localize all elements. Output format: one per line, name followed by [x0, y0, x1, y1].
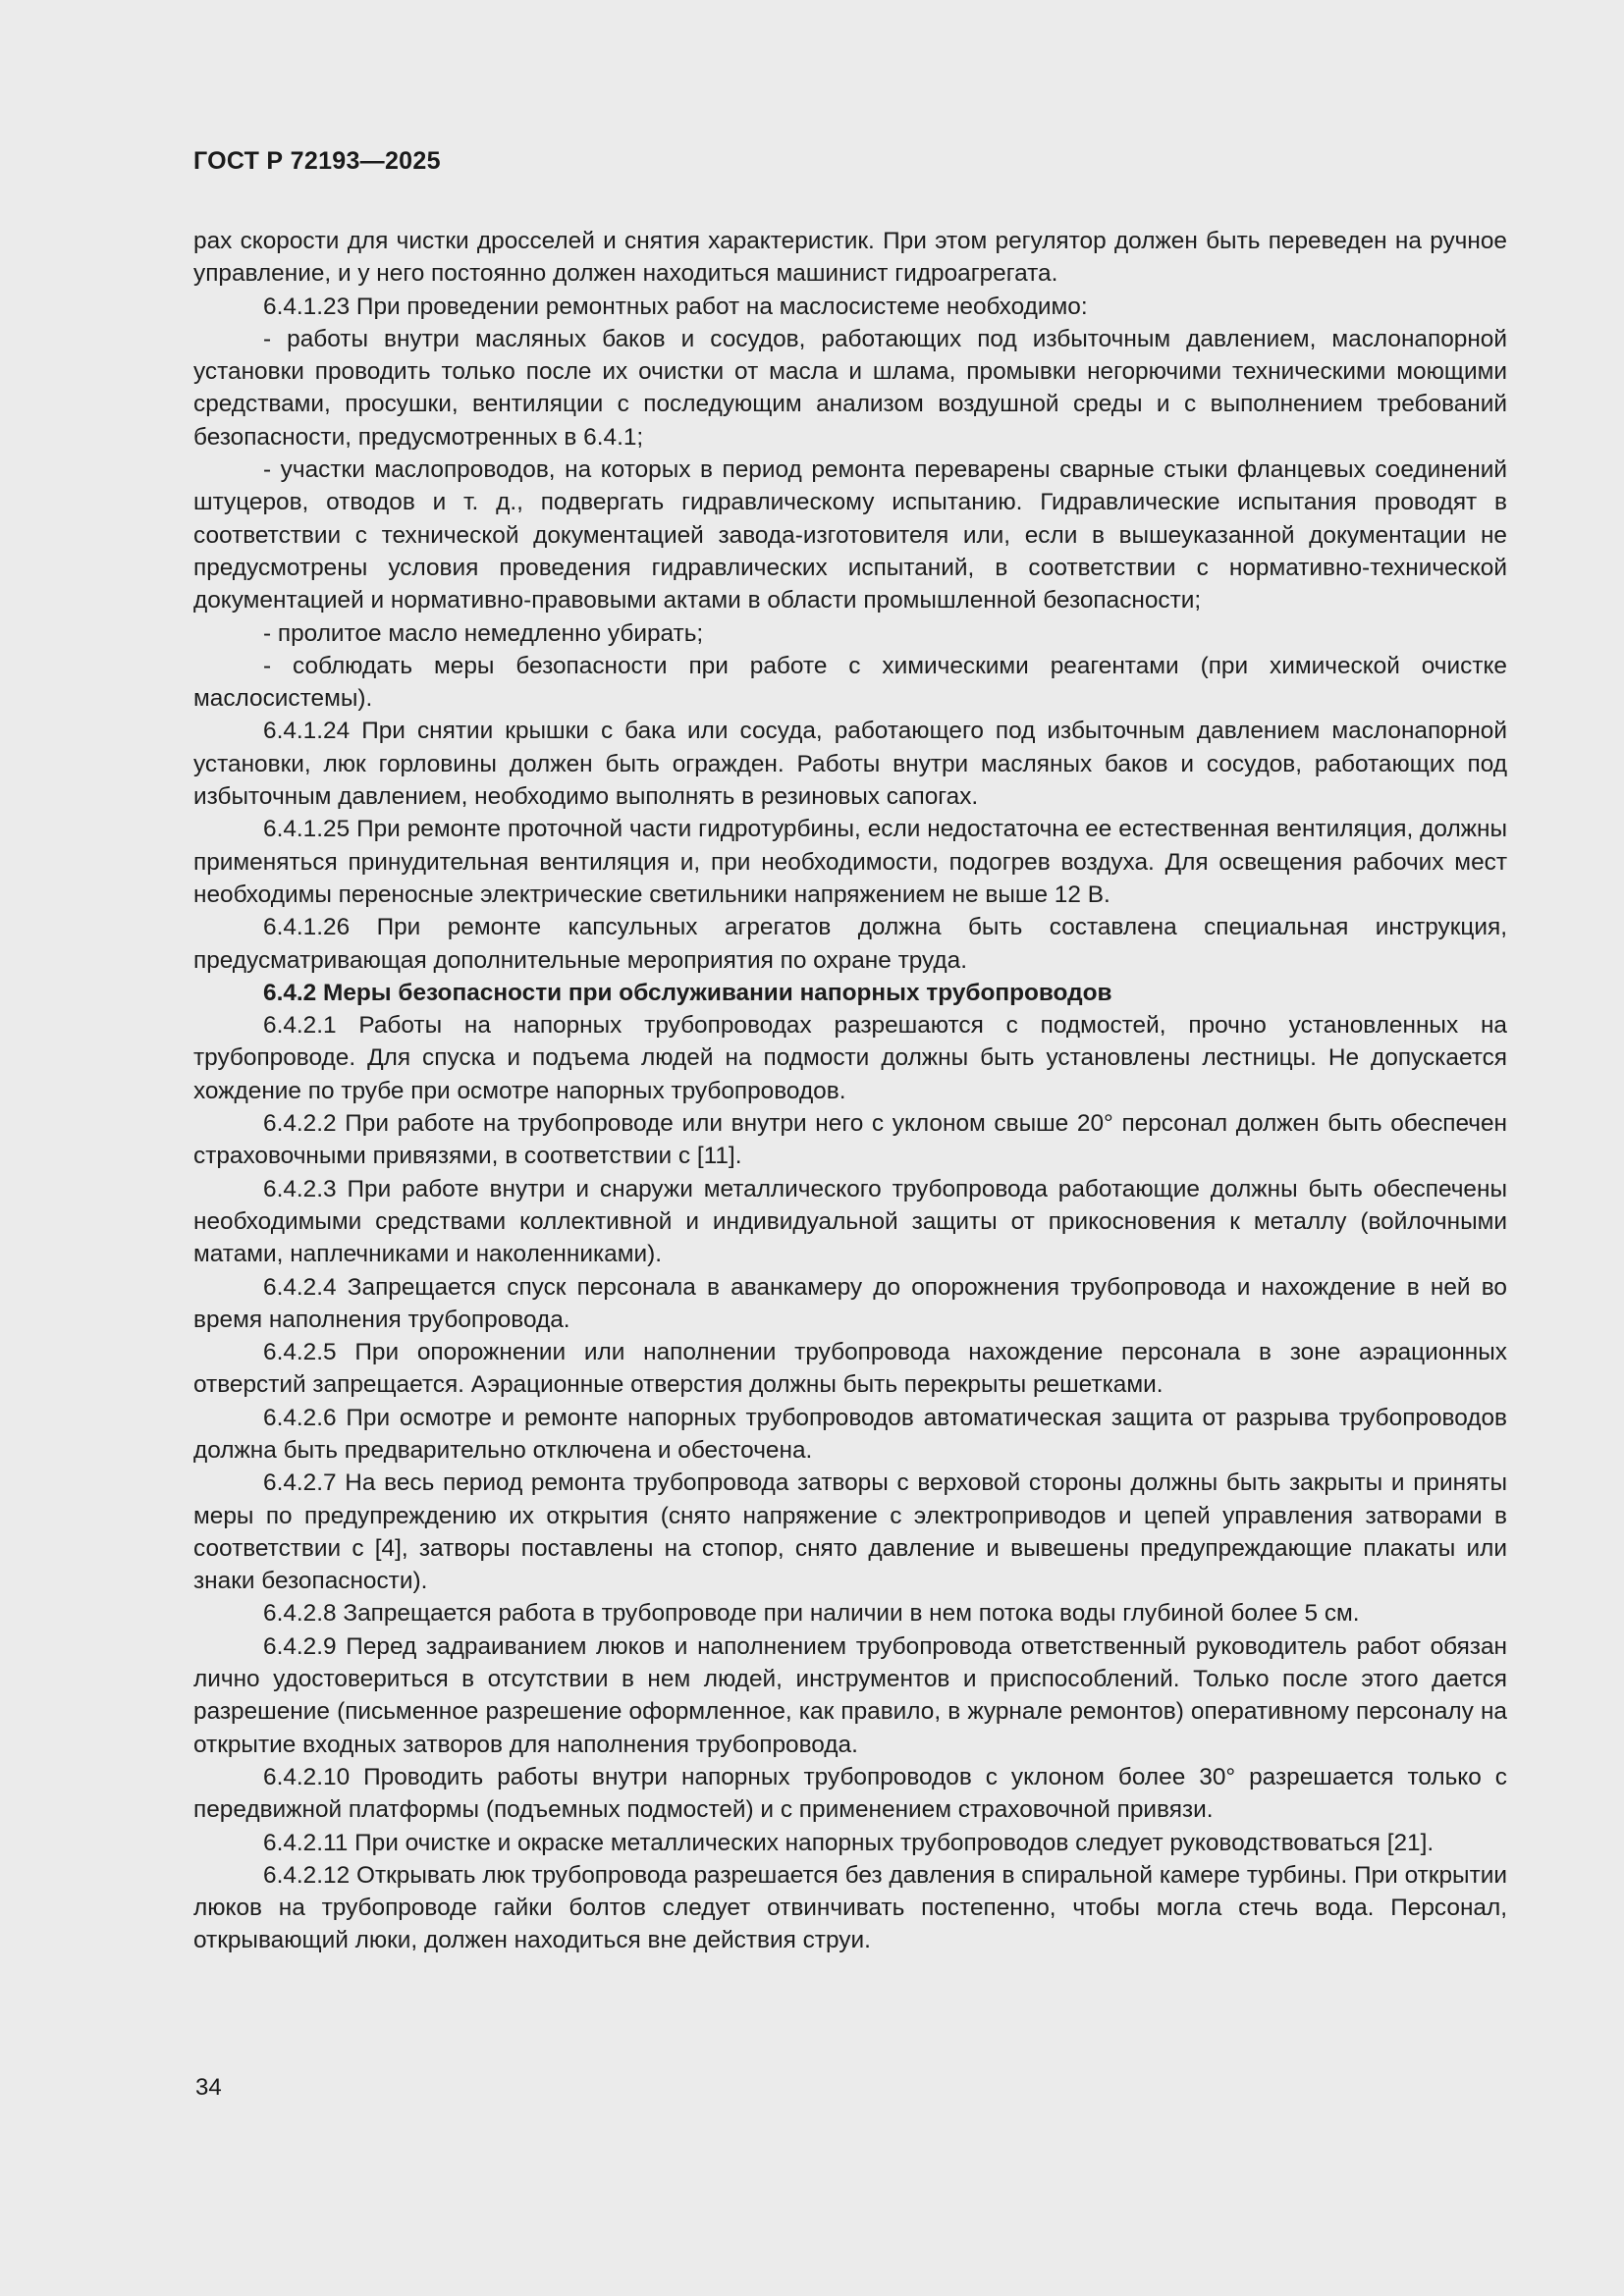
- page-number: 34: [195, 2074, 222, 2101]
- paragraph-6-4-2-6: 6.4.2.6 При осмотре и ремонте напорных трубопроводов автоматическая защита от разрыва трубопроводов должна быть предварительно отключена и обесточена.: [193, 1404, 1507, 1464]
- paragraph-6-4-2-9: 6.4.2.9 Перед задраиванием люков и наполнением трубопровода ответственный руководитель работ обязан лично удостовериться в отсутствии в нем людей, инструментов и приспособлений. Только после этого дается разрешение (письменное разрешение оформленное, как правило, в журнале ремонтов) оперативному персоналу на открытие входных затворов для наполнения трубопровода.: [193, 1632, 1507, 1758]
- paragraph-6-4-1-26: 6.4.1.26 При ремонте капсульных агрегатов должна быть составлена специальная инструкция, предусматривающая дополнительные мероприятия по охране труда.: [193, 914, 1507, 974]
- paragraph-6-4-2-5: 6.4.2.5 При опорожнении или наполнении трубопровода нахождение персонала в зоне аэрационных отверстий запрещается. Аэрационные отверстия должны быть перекрыты решетками.: [193, 1339, 1507, 1399]
- paragraph-6-4-2-2: 6.4.2.2 При работе на трубопроводе или внутри него с уклоном свыше 20° персонал должен быть обеспечен страховочными привязями, в соответствии с [11].: [193, 1110, 1507, 1170]
- list-item-oil-tanks: - работы внутри масляных баков и сосудов, работающих под избыточным давлением, маслонапорной установки проводить только после их очистки от масла и шлама, промывки негорючими техническими моющими средствами, просушки, вентиляции с последующим анализом воздушной среды и с выполнением требований безопасности, предусмотренных в 6.4.1;: [193, 325, 1507, 451]
- paragraph-6-4-2-3: 6.4.2.3 При работе внутри и снаружи металлического трубопровода работающие должны быть обеспечены необходимыми средствами коллективной и индивидуальной защиты от прикосновения к металлу (войлочными матами, наплечниками и наколенниками).: [193, 1175, 1507, 1268]
- paragraph-6-4-2-8: 6.4.2.8 Запрещается работа в трубопроводе при наличии в нем потока воды глубиной более 5 см.: [263, 1600, 1360, 1628]
- document-header: ГОСТ Р 72193—2025: [193, 147, 441, 175]
- paragraph-6-4-2-1: 6.4.2.1 Работы на напорных трубопроводах разрешаются с подмостей, прочно установленных на трубопроводе. Для спуска и подъема людей на подмости должны быть установлены лестницы. Не допускается хождение по трубе при осмотре напорных трубопроводов.: [193, 1012, 1507, 1104]
- paragraph-6-4-2-11: 6.4.2.11 При очистке и окраске металлических напорных трубопроводов следует руководствоваться [21].: [263, 1829, 1435, 1856]
- paragraph-6-4-2-7: 6.4.2.7 На весь период ремонта трубопровода затворы с верховой стороны должны быть закрыты и приняты меры по предупреждению их открытия (снято напряжение с электроприводов и цепей управления затворами в соответствии с [4], затворы поставлены на стопор, снято давление и вывешены предупреждающие плакаты или знаки безопасности).: [193, 1469, 1507, 1595]
- list-item-chemical-reagents: - соблюдать меры безопасности при работе с химическими реагентами (при химической очистке маслосистемы).: [193, 652, 1507, 713]
- paragraph-6-4-2-12: 6.4.2.12 Открывать люк трубопровода разрешается без давления в спиральной камере турбины. При открытии люков на трубопроводе гайки болтов следует отвинчивать постепенно, чтобы могла стечь вода. Персонал, открывающий люки, должен находиться вне действия струи.: [193, 1861, 1507, 1954]
- paragraph-6-4-2-10: 6.4.2.10 Проводить работы внутри напорных трубопроводов с уклоном более 30° разрешается только с передвижной платформы (подъемных подмостей) и с применением страховочной привязи.: [193, 1763, 1507, 1824]
- paragraph-6-4-1-23: 6.4.1.23 При проведении ремонтных работ на маслосистеме необходимо:: [263, 293, 1088, 320]
- paragraph-6-4-2-4: 6.4.2.4 Запрещается спуск персонала в аванкамеру до опорожнения трубопровода и нахождение в ней во время наполнения трубопровода.: [193, 1273, 1507, 1333]
- list-item-spilled-oil: - пролитое масло немедленно убирать;: [263, 619, 704, 647]
- paragraph-6-4-1-24: 6.4.1.24 При снятии крышки с бака или сосуда, работающего под избыточным давлением маслонапорной установки, люк горловины должен быть огражден. Работы внутри масляных баков и сосудов, работающих под избыточным давлением, необходимо выполнять в резиновых сапогах.: [193, 718, 1507, 811]
- list-item-oil-pipelines: - участки маслопроводов, на которых в период ремонта переварены сварные стыки фланцевых соединений штуцеров, отводов и т. д., подвергать гидравлическому испытанию. Гидравлические испытания проводят в соответствии с технической документацией завода-изготовителя или, если в вышеуказанной документации не предусмотрены условия проведения гидравлических испытаний, в соответствии с нормативно-технической документацией и нормативно-правовыми актами в области промышленной безопасности;: [193, 456, 1507, 614]
- paragraph-6-4-1-25: 6.4.1.25 При ремонте проточной части гидротурбины, если недостаточна ее естественная вентиляция, должны применяться принудительная вентиляция и, при необходимости, подогрев воздуха. Для освещения рабочих мест необходимы переносные электрические светильники напряжением не выше 12 В.: [193, 816, 1507, 908]
- document-body: [193, 225, 1507, 1957]
- paragraph-continuation: рах скорости для чистки дросселей и снятия характеристик. При этом регулятор должен быть переведен на ручное управление, и у него постоянно должен находиться машинист гидроагрегата.: [193, 228, 1507, 288]
- section-heading-6-4-2: 6.4.2 Меры безопасности при обслуживании напорных трубопроводов: [263, 979, 1112, 1006]
